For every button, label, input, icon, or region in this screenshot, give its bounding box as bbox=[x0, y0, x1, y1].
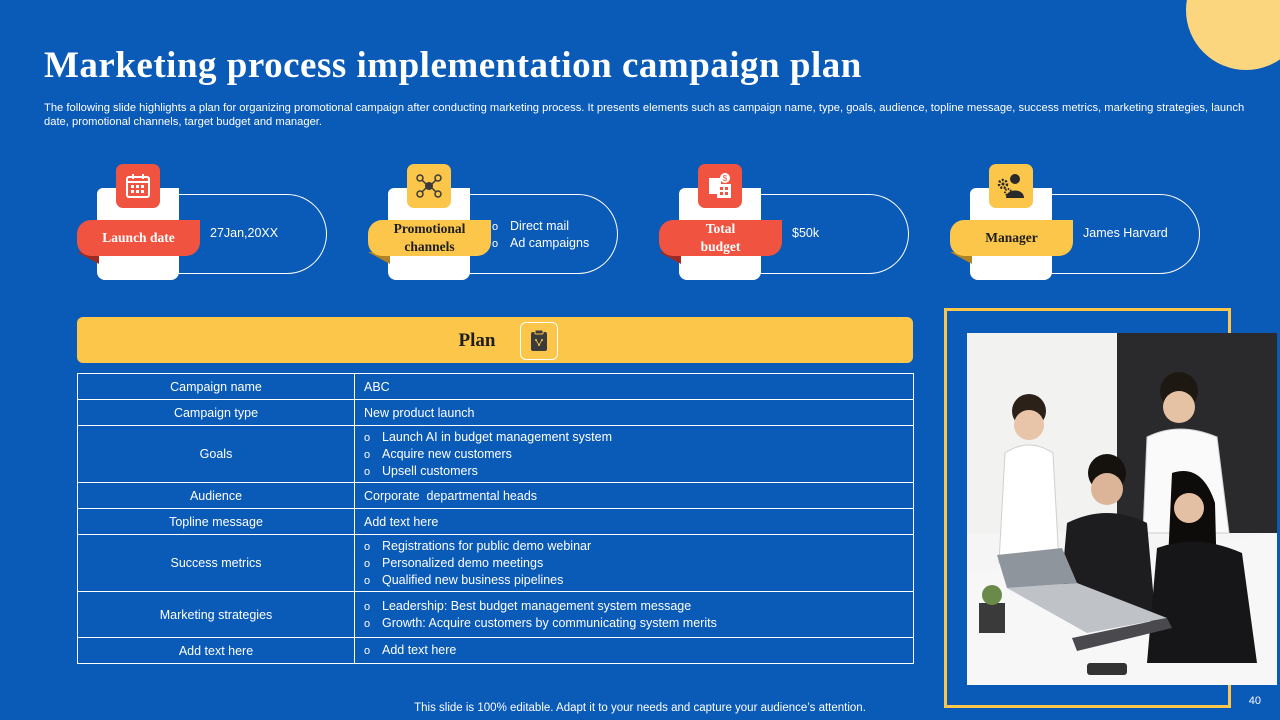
network-icon bbox=[407, 164, 451, 208]
card-value: James Harvard bbox=[1083, 226, 1168, 240]
total-budget-card bbox=[659, 164, 919, 280]
table-row bbox=[78, 535, 914, 592]
row-key: Campaign name bbox=[78, 374, 355, 400]
plan-icon bbox=[520, 322, 558, 360]
promotional-channels-card bbox=[368, 164, 628, 280]
list-item: o Growth: Acquire customers by communicating system merits bbox=[364, 615, 913, 632]
launch-date-card bbox=[77, 164, 337, 280]
table-row bbox=[78, 638, 914, 664]
row-value bbox=[355, 592, 914, 638]
manager-card bbox=[950, 164, 1210, 280]
row-key: Success metrics bbox=[78, 535, 355, 592]
card-value: $50k bbox=[792, 226, 820, 240]
calendar-icon bbox=[116, 164, 160, 208]
slide-footer: This slide is 100% editable. Adapt it to your needs and capture your audience’s attention. bbox=[414, 702, 866, 714]
row-value bbox=[355, 638, 914, 664]
row-key: Marketing strategies bbox=[78, 592, 355, 638]
slide-title: Marketing process implementation campaign plan bbox=[44, 45, 862, 86]
card-label: Manager bbox=[950, 220, 1073, 256]
row-value bbox=[355, 535, 914, 592]
table-row bbox=[78, 483, 914, 509]
card-label: Launch date bbox=[77, 220, 200, 256]
row-key: Campaign type bbox=[78, 400, 355, 426]
table-row bbox=[78, 374, 914, 400]
page-number: 40 bbox=[1248, 695, 1261, 707]
row-value: Corporate departmental heads bbox=[355, 483, 914, 509]
card-label-line2: budget bbox=[700, 239, 741, 254]
card-label bbox=[368, 220, 491, 256]
list-item: o Ad campaigns bbox=[492, 235, 589, 252]
card-label bbox=[659, 220, 782, 256]
row-key: Goals bbox=[78, 426, 355, 483]
manager-icon bbox=[989, 164, 1033, 208]
list-item: o Launch AI in budget management system bbox=[364, 429, 913, 446]
row-value: New product launch bbox=[355, 400, 914, 426]
card-value: 27Jan,20XX bbox=[210, 226, 279, 240]
budget-icon bbox=[698, 164, 742, 208]
list-item: o Leadership: Best budget management system message bbox=[364, 598, 913, 615]
slide-subtitle: The following slide highlights a plan for organizing promotional campaign after conducting marketing process. It presents elements such as campaign name, type, goals, audience, topline message, success metrics, marketing strategies, launch date, promotional channels, target budget and manager. bbox=[44, 102, 1245, 128]
list-item: o Qualified new business pipelines bbox=[364, 572, 913, 589]
list-item: o Direct mail bbox=[492, 218, 589, 235]
table-row bbox=[78, 400, 914, 426]
card-value-list bbox=[492, 218, 589, 252]
table-row bbox=[78, 426, 914, 483]
plan-table bbox=[77, 373, 914, 664]
list-item: o Acquire new customers bbox=[364, 446, 913, 463]
list-item: o Registrations for public demo webinar bbox=[364, 538, 913, 555]
table-row bbox=[78, 509, 914, 535]
list-item: o Personalized demo meetings bbox=[364, 555, 913, 572]
list-item: o Add text here bbox=[364, 642, 913, 659]
team-photo bbox=[967, 333, 1277, 685]
row-value bbox=[355, 426, 914, 483]
row-key: Add text here bbox=[78, 638, 355, 664]
plan-title: Plan bbox=[458, 330, 496, 351]
card-label-line1: Total bbox=[705, 221, 736, 236]
table-row bbox=[78, 592, 914, 638]
card-label-line1: Promotional bbox=[393, 221, 466, 236]
row-key: Topline message bbox=[78, 509, 355, 535]
card-label-line2: channels bbox=[404, 239, 455, 254]
svg-text:$: $ bbox=[722, 174, 728, 183]
row-value: Add text here bbox=[355, 509, 914, 535]
row-value: ABC bbox=[355, 374, 914, 400]
list-item: o Upsell customers bbox=[364, 463, 913, 480]
decorative-circle bbox=[1186, 0, 1280, 70]
row-key: Audience bbox=[78, 483, 355, 509]
plan-header bbox=[77, 317, 913, 363]
